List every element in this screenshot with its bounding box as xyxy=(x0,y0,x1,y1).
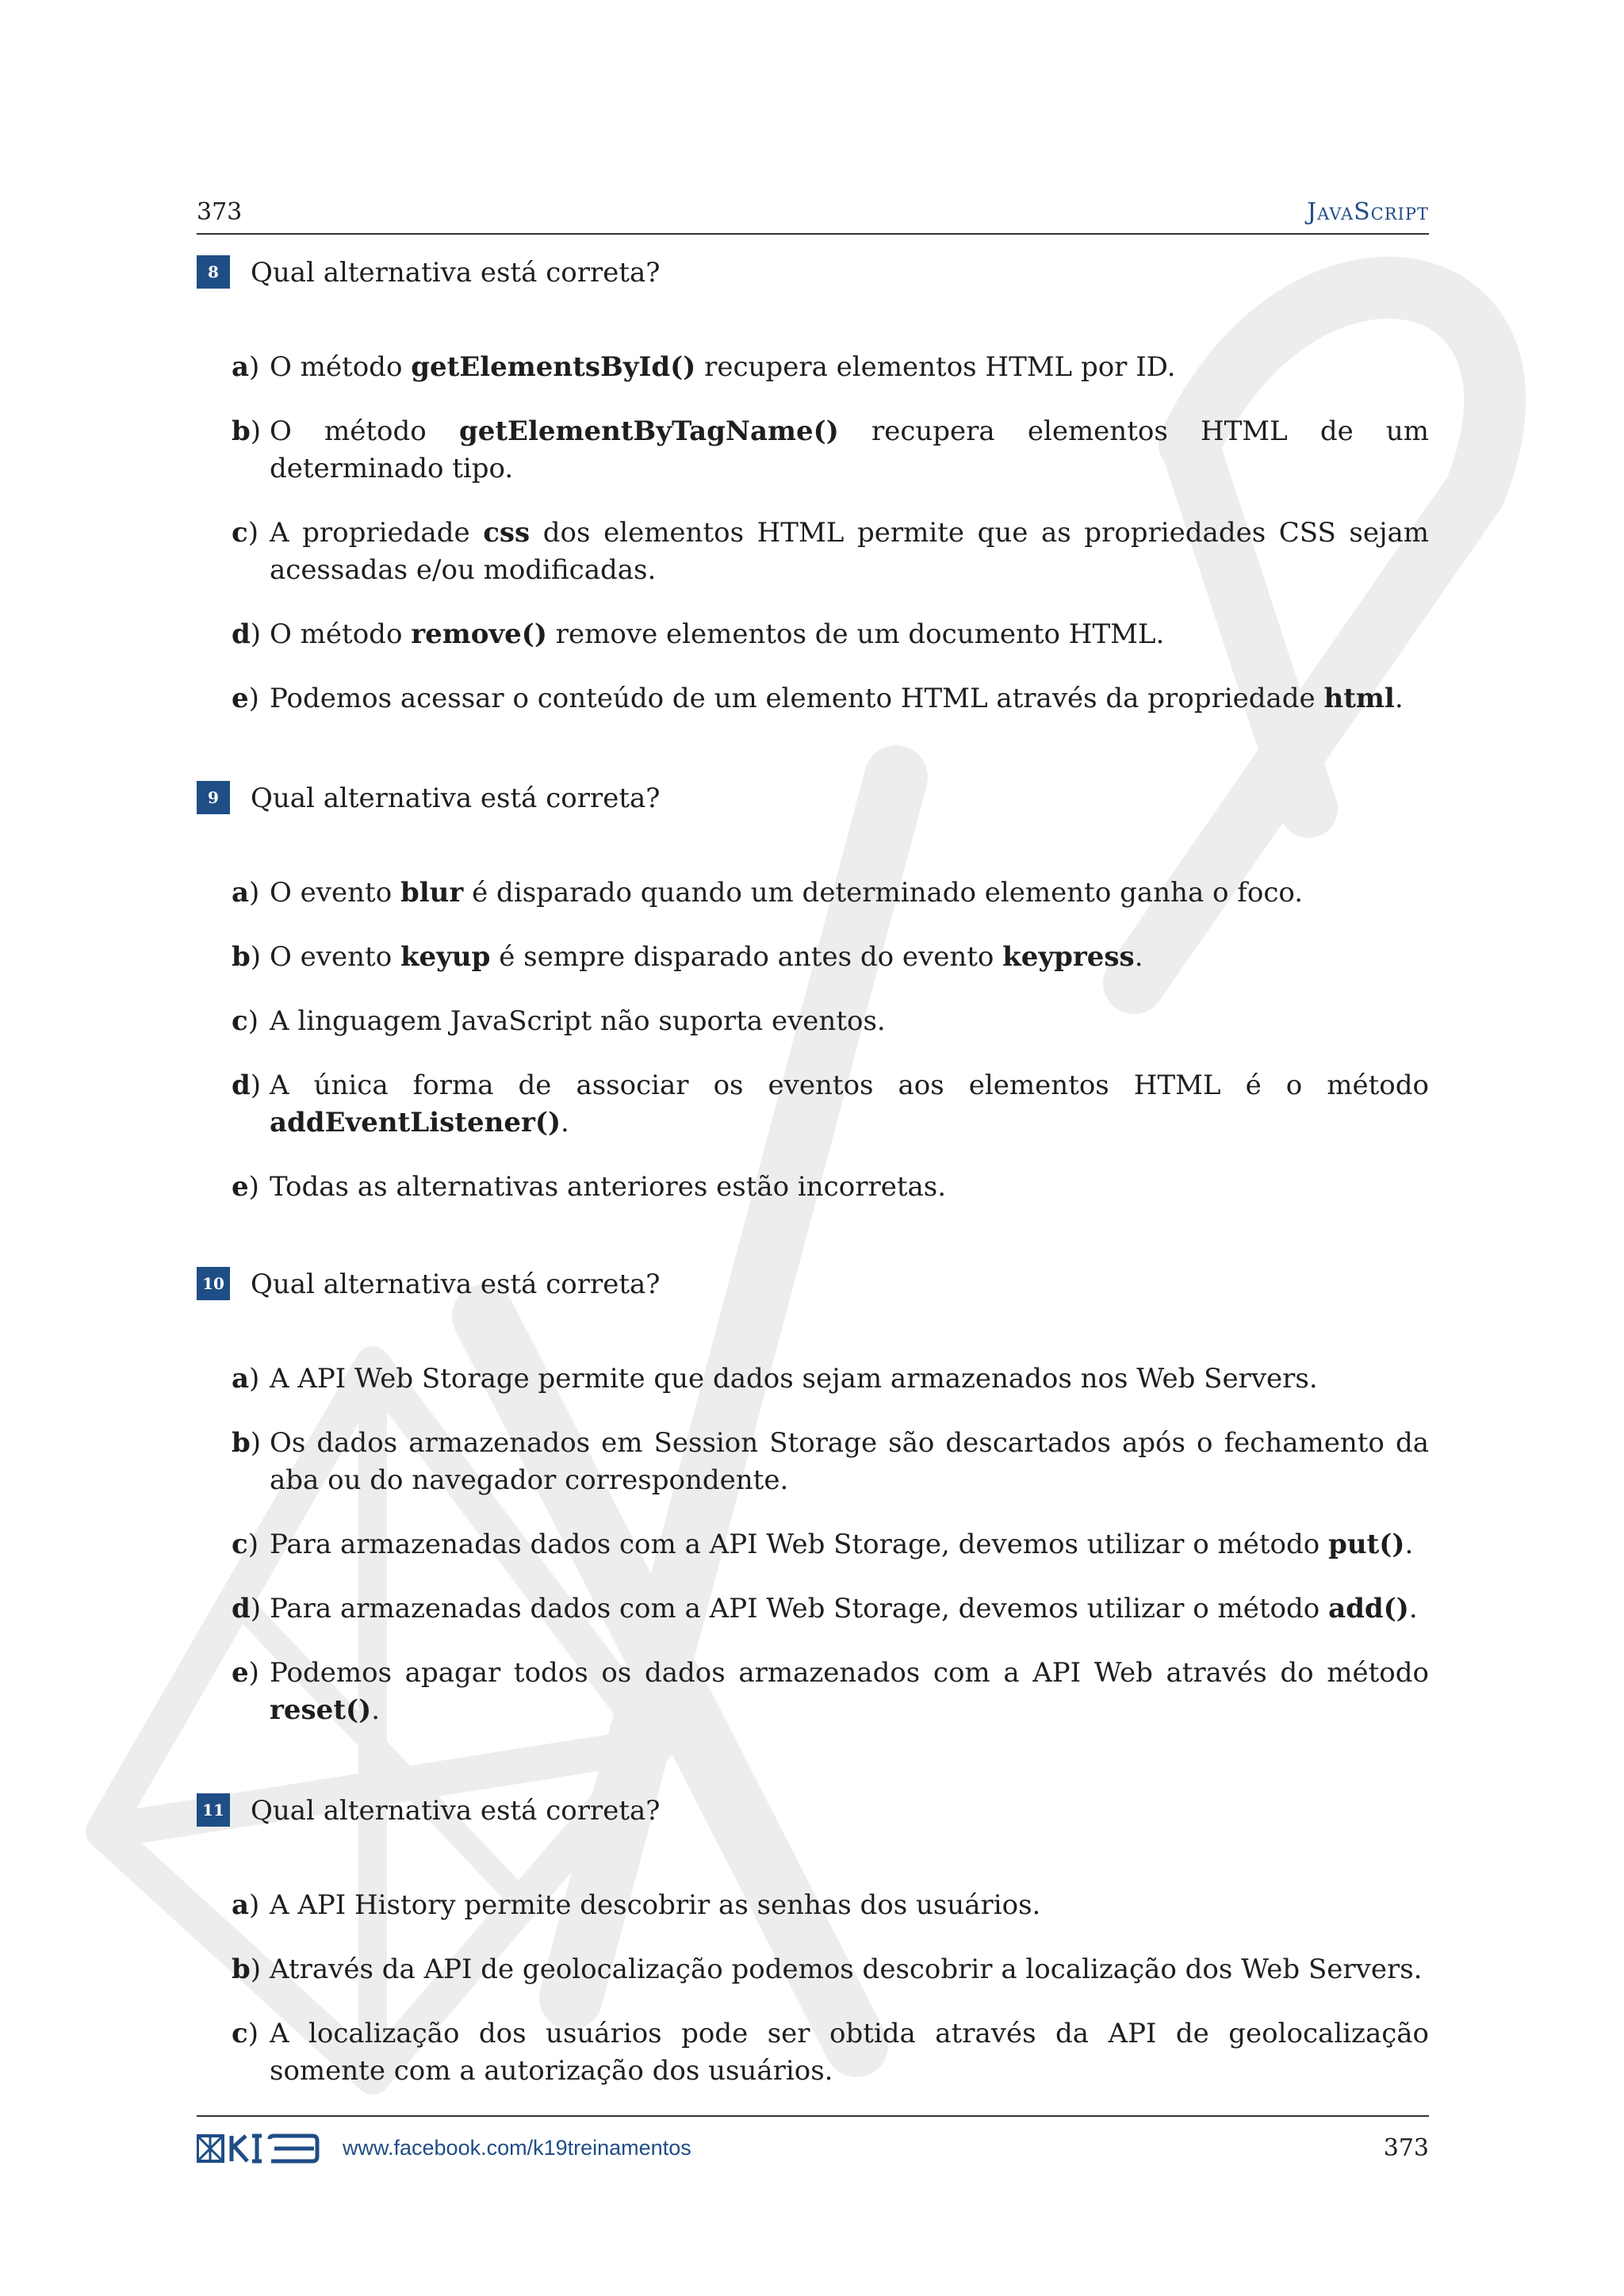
question-prompt: Qual alternativa está correta? xyxy=(251,1795,661,1827)
alternative-d: d) Para armazenadas dados com a API Web Storage, devemos utilizar o método add(). xyxy=(232,1593,1418,1624)
alternative-keyword: put() xyxy=(1328,1529,1405,1560)
alternative-d: d) O método remove() remove elementos de um documento HTML. xyxy=(232,618,1165,650)
question-number-badge: 9 xyxy=(197,781,230,814)
alternative-text: O método xyxy=(270,618,412,650)
alternative-a: a) O método getElementsById() recupera elementos HTML por ID. xyxy=(232,351,1176,383)
alternative-text-end: remove elementos de um documento HTML. xyxy=(546,618,1165,650)
alternatives-list xyxy=(232,1887,1429,2117)
page-footer xyxy=(197,2115,1429,2164)
alternative-text: A única forma de associar os eventos aos elementos HTML é o método xyxy=(270,1070,1429,1101)
alternative-text: O método xyxy=(270,351,412,383)
alternative-text: Podemos apagar todos os dados armazenados com a API Web através do método xyxy=(270,1657,1429,1689)
alternatives-list xyxy=(232,874,1429,1233)
alternative-text-end: . xyxy=(1394,683,1404,714)
alternative-text: Podemos acessar o conteúdo de um elemento HTML através da propriedade xyxy=(270,683,1324,714)
alternative-text-mid: é sempre disparado antes do evento xyxy=(490,941,1003,973)
alternative-letter: a xyxy=(232,351,250,383)
alternative-e: e) Podemos apagar todos os dados armazenados com a API Web através do método reset(). xyxy=(232,1657,1429,1726)
alternative-letter: e xyxy=(232,683,249,714)
alternative-text: Todas as alternativas anteriores estão incorretas. xyxy=(270,1171,947,1203)
alternative-text: A localização dos usuários pode ser obtida através da API de geolocalização somente com a autorização dos usuários. xyxy=(270,2018,1429,2087)
alternative-keyword: addEventListener() xyxy=(270,1107,561,1138)
alternative-d: d) A única forma de associar os eventos aos elementos HTML é o método addEventListener(). xyxy=(232,1070,1429,1138)
header-page-number: 373 xyxy=(197,198,243,226)
alternative-letter: a xyxy=(232,1363,250,1395)
footer-page-number: 373 xyxy=(1383,2134,1429,2162)
footer-url[interactable]: www.facebook.com/k19treinamentos xyxy=(343,2136,691,2160)
alternative-letter: b xyxy=(232,415,251,447)
alternative-c: c) A linguagem JavaScript não suporta eventos. xyxy=(232,1005,886,1037)
alternative-text: Para armazenadas dados com a API Web Storage, devemos utilizar o método xyxy=(270,1529,1329,1560)
alternative-text: Para armazenadas dados com a API Web Storage, devemos utilizar o método xyxy=(270,1593,1329,1624)
alternative-b: b) O método getElementByTagName() recupera elementos HTML de um determinado tipo. xyxy=(232,415,1430,484)
alternative-c: c) A localização dos usuários pode ser obtida através da API de geolocalização somente com a autorização dos usuários. xyxy=(232,2018,1429,2087)
alternative-e: e) Podemos acessar o conteúdo de um elemento HTML através da propriedade html. xyxy=(232,683,1404,714)
alternative-text: A API History permite descobrir as senhas dos usuários. xyxy=(270,1889,1041,1921)
alternative-letter: d xyxy=(232,1070,251,1101)
alternative-text-end: dos elementos HTML permite que as propriedades CSS sejam acessadas e/ou modificadas. xyxy=(270,517,1429,586)
question-11 xyxy=(197,1793,1429,2087)
k19-logo-icon xyxy=(197,2133,320,2164)
alternative-keyword: remove() xyxy=(411,618,547,650)
alternative-letter: b xyxy=(232,941,251,973)
question-number-badge: 8 xyxy=(197,255,230,289)
alternative-b: b) O evento keyup é sempre disparado antes do evento keypress. xyxy=(232,941,1143,973)
alternative-text-end: é disparado quando um determinado elemento ganha o foco. xyxy=(463,877,1304,909)
question-head xyxy=(197,1267,1429,1305)
question-prompt: Qual alternativa está correta? xyxy=(251,1269,661,1300)
alternative-keyword: html xyxy=(1323,683,1395,714)
alternative-text-end: . xyxy=(561,1107,569,1138)
alternative-a: a) A API Web Storage permite que dados sejam armazenados nos Web Servers. xyxy=(232,1363,1318,1395)
alternative-a: a) A API History permite descobrir as senhas dos usuários. xyxy=(232,1889,1041,1921)
alternative-letter: b xyxy=(232,1954,251,1985)
alternative-e: e) Todas as alternativas anteriores estão incorretas. xyxy=(232,1171,947,1203)
alternative-letter: a xyxy=(232,877,250,909)
alternative-letter: a xyxy=(232,1889,250,1921)
alternative-a: a) O evento blur é disparado quando um determinado elemento ganha o foco. xyxy=(232,877,1304,909)
alternative-keyword: keyup xyxy=(400,941,491,973)
alternative-keyword: css xyxy=(483,517,530,549)
question-prompt: Qual alternativa está correta? xyxy=(251,257,661,289)
alternative-c: c) A propriedade css dos elementos HTML permite que as propriedades CSS sejam acessadas e/ou modificadas. xyxy=(232,517,1429,586)
question-number-badge: 11 xyxy=(197,1793,230,1827)
alternatives-list xyxy=(232,1360,1429,1756)
alternative-text-end: . xyxy=(1134,941,1143,973)
alternative-text-end: recupera elementos HTML de um determinado tipo. xyxy=(270,415,1430,484)
question-9 xyxy=(197,781,1429,1203)
alternatives-list xyxy=(232,349,1429,744)
question-head xyxy=(197,781,1429,819)
alternative-letter: c xyxy=(232,1529,248,1560)
alternative-keyword: add() xyxy=(1328,1593,1409,1624)
alternative-letter: e xyxy=(232,1657,249,1689)
alternative-letter: c xyxy=(232,2018,248,2049)
header-section-title: JavaScript xyxy=(1307,198,1429,226)
alternative-keyword: reset() xyxy=(270,1694,372,1726)
alternative-text: O evento xyxy=(270,941,400,973)
alternative-text: A API Web Storage permite que dados sejam armazenados nos Web Servers. xyxy=(270,1363,1318,1395)
alternative-keyword: getElementsById() xyxy=(411,351,696,383)
question-8 xyxy=(197,255,1430,714)
alternative-text: O evento xyxy=(270,877,400,909)
alternative-letter: e xyxy=(232,1171,249,1203)
alternative-c: c) Para armazenadas dados com a API Web Storage, devemos utilizar o método put(). xyxy=(232,1529,1414,1560)
alternative-b: b) Através da API de geolocalização podemos descobrir a localização dos Web Servers. xyxy=(232,1954,1423,1985)
question-head xyxy=(197,255,1429,293)
page-header xyxy=(197,195,1429,235)
question-number-badge: 10 xyxy=(197,1267,230,1300)
alternative-keyword: getElementByTagName() xyxy=(458,415,839,447)
alternative-letter: c xyxy=(232,517,248,549)
alternative-text: Os dados armazenados em Session Storage são descartados após o fechamento da aba ou do navegador correspondente. xyxy=(270,1427,1429,1496)
alternative-keyword-2: keypress xyxy=(1002,941,1135,973)
alternative-text: O método xyxy=(270,415,459,447)
alternative-text: A linguagem JavaScript não suporta eventos. xyxy=(270,1005,886,1037)
alternative-text-end: . xyxy=(1404,1529,1414,1560)
alternative-text: Através da API de geolocalização podemos descobrir a localização dos Web Servers. xyxy=(270,1954,1423,1985)
question-10 xyxy=(197,1267,1429,1726)
alternative-text-end: . xyxy=(1408,1593,1418,1624)
alternative-text: A propriedade xyxy=(270,517,484,549)
alternative-text-end: recupera elementos HTML por ID. xyxy=(695,351,1176,383)
alternative-letter: b xyxy=(232,1427,251,1459)
question-head xyxy=(197,1793,1429,1831)
alternative-letter: d xyxy=(232,1593,251,1624)
alternative-text-end: . xyxy=(371,1694,381,1726)
question-prompt: Qual alternativa está correta? xyxy=(251,783,661,814)
alternative-keyword: blur xyxy=(400,877,464,909)
alternative-letter: d xyxy=(232,618,251,650)
alternative-b: b) Os dados armazenados em Session Storage são descartados após o fechamento da aba ou do navegador correspondente. xyxy=(232,1427,1429,1496)
alternative-letter: c xyxy=(232,1005,248,1037)
